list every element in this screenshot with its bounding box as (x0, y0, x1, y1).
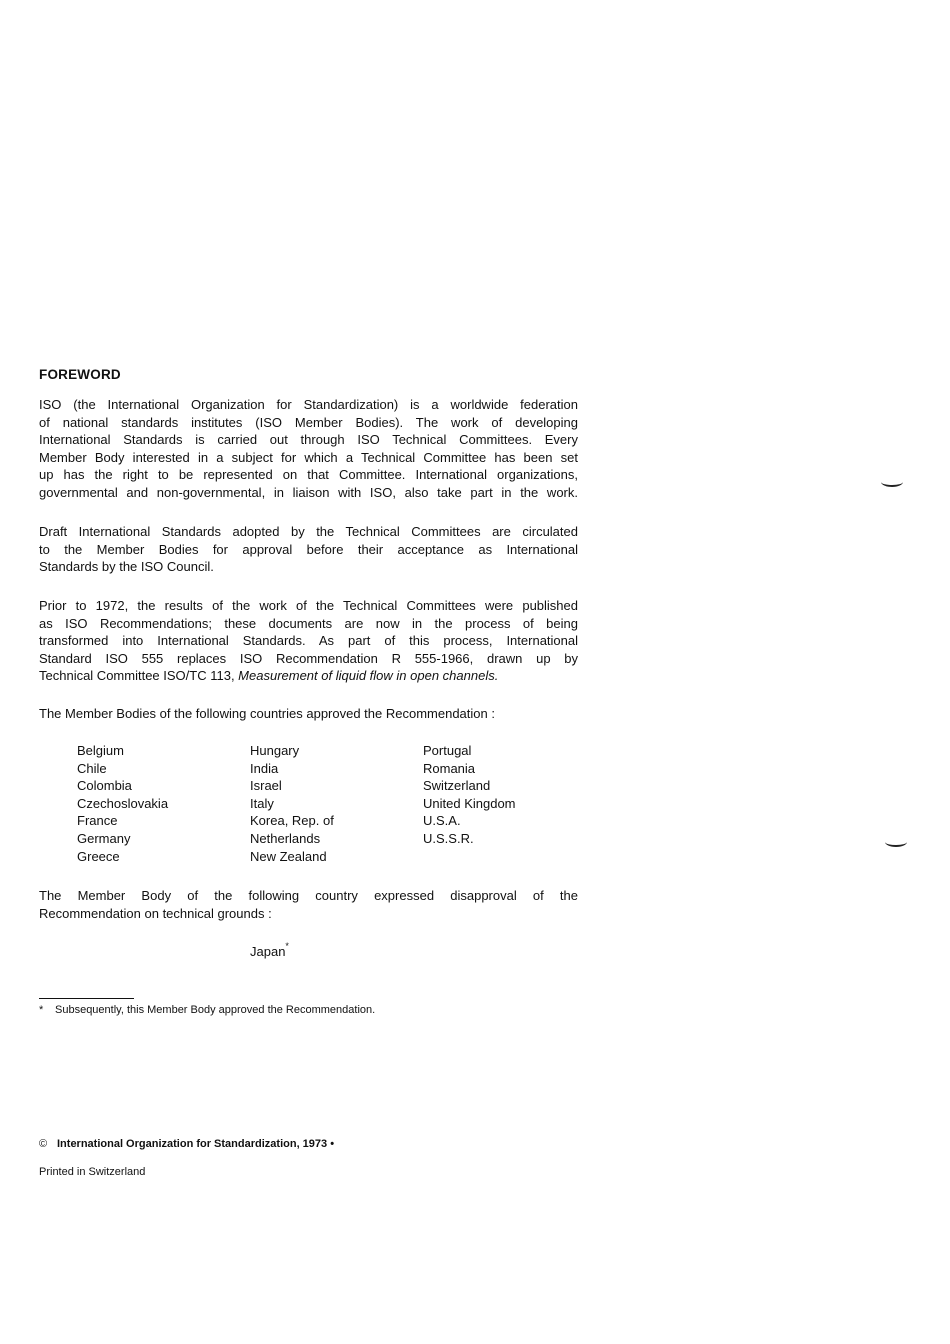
scan-artifact-mark (885, 837, 907, 847)
text-line: Draft International Standards adopted by the Technical Committees are circulated (39, 524, 578, 539)
paragraph-disapproval (39, 887, 578, 922)
printed-location: Printed in Switzerland (39, 1166, 146, 1178)
country-item: Belgium (77, 743, 124, 758)
paragraph-prior-1972 (39, 597, 578, 685)
foreword-heading: FOREWORD (39, 367, 121, 382)
text-line: The Member Bodies of the following countries approved the Recommendation : (39, 706, 495, 721)
country-item: United Kingdom (423, 795, 516, 811)
country-item: New Zealand (250, 848, 327, 864)
text-line: International Standards is carried out through ISO Technical Committees. Every (39, 432, 578, 448)
country-item: Korea, Rep. of (250, 813, 334, 829)
copyright-notice (39, 1138, 334, 1150)
copyright-text: International Organization for Standardization, 1973 (57, 1138, 328, 1150)
footnote-divider (39, 998, 134, 999)
text-line: Member Body interested in a subject for which a Technical Committee has been set (39, 449, 578, 465)
country-item: Romania (423, 760, 476, 776)
committee-reference: Technical Committee ISO/TC 113, (39, 668, 239, 684)
committee-title: Measurement of liquid flow in open channels. (238, 668, 499, 684)
country-item: Chile (77, 760, 107, 776)
text-line: Standard ISO 555 replaces ISO Recommendation R 555-1966, drawn up by (39, 650, 578, 666)
disapproving-country (250, 941, 289, 959)
country-item: Hungary (250, 743, 300, 758)
countries-column-3 (423, 742, 516, 848)
text-line: up has the right to be represented on that Committee. International organizations, (39, 467, 578, 483)
bullet-icon: • (330, 1138, 335, 1150)
country-item: Greece (77, 848, 120, 864)
footnote-marker: * (285, 941, 289, 951)
country-item: Colombia (77, 778, 132, 794)
country-item: France (77, 813, 118, 829)
text-line: to the Member Bodies for approval before their acceptance as International (39, 541, 578, 557)
text-line: ISO (the International Organization for Standardization) is a worldwide federation (39, 397, 578, 412)
country-item: Portugal (423, 743, 472, 758)
country-item: Switzerland (423, 778, 491, 794)
text-line: Standards by the ISO Council. (39, 559, 214, 575)
countries-column-1 (77, 742, 168, 865)
footnote-asterisk: * (39, 1004, 44, 1016)
country-item: U.S.A. (423, 813, 461, 829)
text-line: The Member Body of the following country expressed disapproval of the (39, 888, 578, 903)
country-item: India (250, 760, 279, 776)
country-item: Israel (250, 778, 282, 794)
country-item: Czechoslovakia (77, 795, 169, 811)
text-line: of national standards institutes (ISO Member Bodies). The work of developing (39, 414, 578, 430)
text-line: Recommendation on technical grounds : (39, 905, 272, 921)
country-item: Germany (77, 830, 131, 846)
scan-artifact-mark (881, 477, 903, 487)
text-line: governmental and non-governmental, in liaison with ISO, also take part in the work. (39, 484, 578, 500)
country-item: U.S.S.R. (423, 830, 474, 846)
footnote-text: Subsequently, this Member Body approved the Recommendation. (55, 1004, 376, 1016)
countries-column-2 (250, 742, 334, 865)
text-line: Prior to 1972, the results of the work of the Technical Committees were published (39, 598, 578, 613)
footnote (39, 1004, 375, 1016)
text-line: as ISO Recommendations; these documents are now in the process of being (39, 615, 578, 631)
copyright-icon: © (39, 1138, 48, 1150)
country-item: Netherlands (250, 830, 321, 846)
country-item: Italy (250, 795, 274, 811)
paragraph-iso-intro (39, 396, 578, 502)
text-line (39, 667, 578, 685)
paragraph-draft-standards (39, 523, 578, 576)
text-line: transformed into International Standards. As part of this process, International (39, 633, 578, 649)
paragraph-approval-intro (39, 705, 578, 723)
country-name: Japan (250, 944, 286, 959)
